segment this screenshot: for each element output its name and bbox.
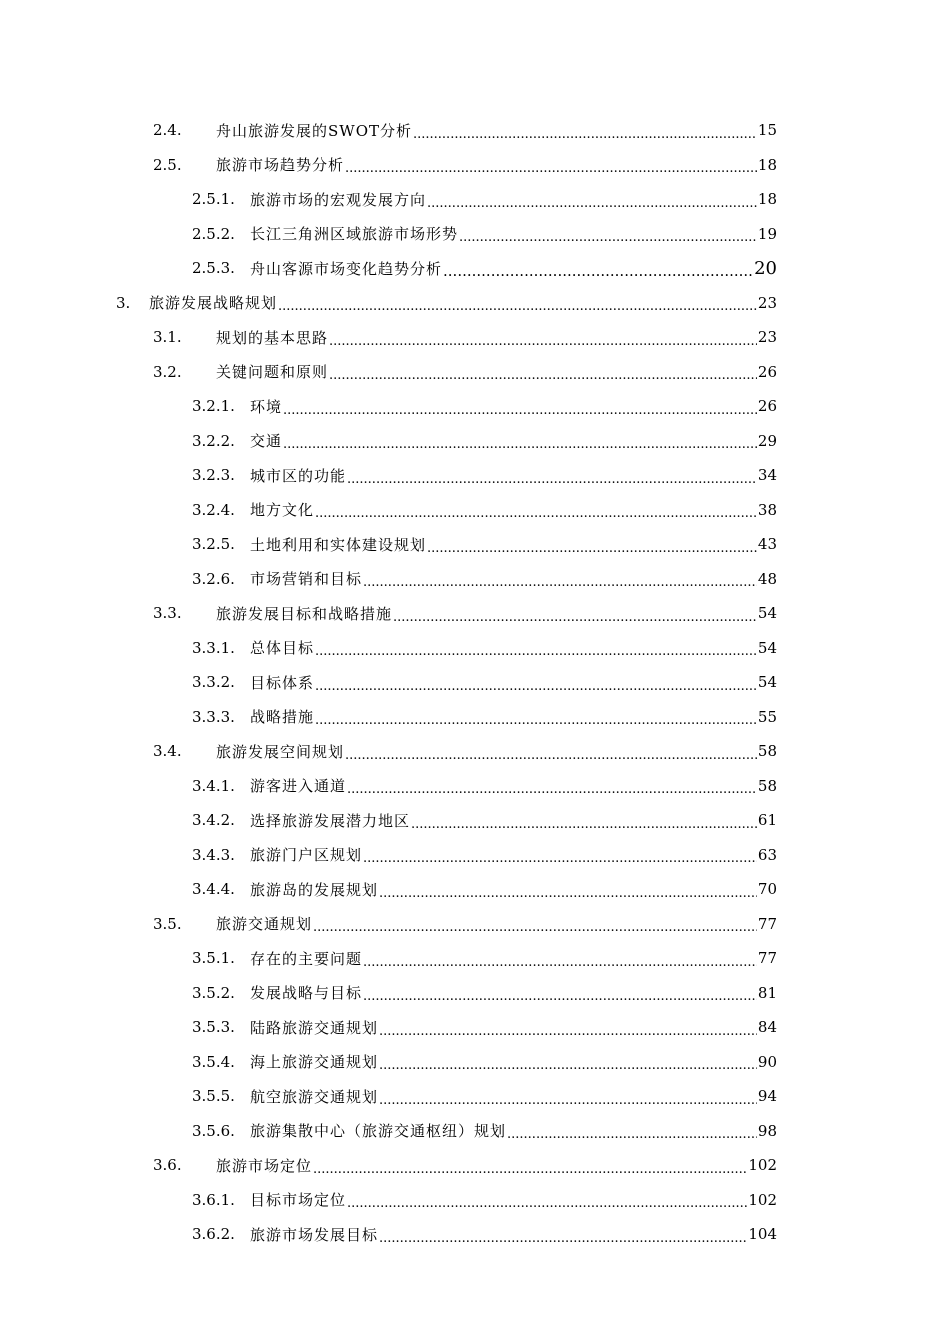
toc-dot-leader — [315, 714, 757, 734]
toc-entry-page-number: 70 — [757, 880, 777, 899]
toc-entry-number: 3. — [116, 293, 131, 312]
toc-entry[interactable] — [0, 182, 950, 217]
toc-dot-leader — [315, 680, 757, 700]
toc-entry[interactable] — [0, 389, 950, 424]
toc-entry-number: 3.6.2. — [192, 1225, 235, 1244]
toc-entry-title: 旅游发展目标和战略措施 — [216, 604, 393, 623]
toc-entry-number: 3.2.1. — [192, 397, 235, 416]
toc-dot-leader — [313, 921, 757, 941]
toc-entry-number: 3.3. — [153, 604, 182, 623]
toc-entry[interactable] — [0, 148, 950, 183]
toc-entry-title: 地方文化 — [250, 501, 315, 520]
toc-entry-number: 3.5.2. — [192, 983, 235, 1002]
toc-entry-number: 3.3.3. — [192, 707, 235, 726]
toc-entry-page-number: 34 — [757, 466, 777, 485]
toc-dot-leader — [379, 1025, 757, 1045]
toc-entry[interactable] — [0, 493, 950, 528]
toc-entry[interactable] — [0, 907, 950, 942]
toc-entry[interactable] — [0, 286, 950, 321]
toc-entry-number: 2.5.1. — [192, 190, 235, 209]
toc-entry-page-number: 48 — [757, 569, 777, 588]
table-of-contents — [0, 113, 950, 1252]
toc-entry-page-number: 81 — [757, 983, 777, 1002]
toc-entry[interactable] — [0, 734, 950, 769]
toc-entry-title: 存在的主要问题 — [250, 949, 363, 968]
toc-entry-page-number: 38 — [757, 500, 777, 519]
toc-entry[interactable] — [0, 562, 950, 597]
toc-entry[interactable] — [0, 251, 950, 286]
toc-entry-title: 旅游发展战略规划 — [149, 294, 278, 313]
toc-entry-page-number: 23 — [757, 328, 777, 347]
toc-dot-leader — [379, 887, 757, 907]
toc-entry-number: 3.5.6. — [192, 1121, 235, 1140]
toc-dot-leader — [507, 1128, 757, 1148]
toc-dot-leader — [347, 783, 757, 803]
toc-entry-title: 市场营销和目标 — [250, 570, 363, 589]
toc-entry-title: 舟山客源市场变化趋势分析 — [250, 259, 443, 278]
toc-entry[interactable] — [0, 424, 950, 459]
toc-entry-title: 旅游发展空间规划 — [216, 742, 345, 761]
toc-entry-number: 3.4. — [153, 742, 182, 761]
toc-entry-number: 2.5.2. — [192, 224, 235, 243]
toc-dot-leader — [427, 197, 757, 217]
toc-entry-title: 发展战略与目标 — [250, 984, 363, 1003]
toc-entry[interactable] — [0, 458, 950, 493]
toc-entry-title: 长江三角洲区域旅游市场形势 — [250, 225, 459, 244]
toc-entry-title: 总体目标 — [250, 639, 315, 658]
toc-entry-number: 3.4.2. — [192, 811, 235, 830]
toc-entry-number: 3.2.4. — [192, 500, 235, 519]
toc-entry-page-number: 18 — [757, 190, 777, 209]
toc-entry-page-number: 58 — [757, 776, 777, 795]
toc-entry[interactable] — [0, 631, 950, 666]
toc-entry-number: 3.5. — [153, 914, 182, 933]
toc-entry-page-number: 15 — [757, 121, 777, 140]
toc-entry-number: 3.2.6. — [192, 569, 235, 588]
toc-dot-leader — [345, 749, 757, 769]
toc-dot-leader — [283, 438, 757, 458]
toc-entry-page-number: 77 — [757, 949, 777, 968]
toc-entry-title: 游客进入通道 — [250, 777, 347, 796]
toc-entry-number: 3.1. — [153, 328, 182, 347]
toc-entry-title: 旅游集散中心（旅游交通枢纽）规划 — [250, 1122, 507, 1141]
toc-entry[interactable] — [0, 1079, 950, 1114]
toc-dot-leader — [427, 542, 757, 562]
toc-entry-page-number: 98 — [757, 1121, 777, 1140]
toc-entry-page-number: 23 — [757, 293, 777, 312]
toc-dot-leader — [283, 404, 757, 424]
toc-dot-leader — [379, 1232, 747, 1252]
toc-dot-leader — [379, 1094, 757, 1114]
toc-entry-page-number: 19 — [757, 224, 777, 243]
toc-dot-leader — [363, 956, 757, 976]
toc-entry-title: 目标体系 — [250, 673, 315, 692]
toc-entry-number: 3.4.3. — [192, 845, 235, 864]
toc-entry-number: 3.2.5. — [192, 535, 235, 554]
toc-entry-title: 旅游市场发展目标 — [250, 1225, 379, 1244]
toc-entry[interactable] — [0, 872, 950, 907]
toc-entry-page-number: 63 — [757, 845, 777, 864]
toc-dot-leader — [347, 1197, 747, 1217]
toc-entry-page-number: 84 — [757, 1018, 777, 1037]
toc-entry[interactable] — [0, 941, 950, 976]
toc-entry-number: 3.6.1. — [192, 1190, 235, 1209]
toc-entry-title: 旅游岛的发展规划 — [250, 880, 379, 899]
toc-entry[interactable] — [0, 1148, 950, 1183]
toc-entry-number: 3.2.3. — [192, 466, 235, 485]
toc-entry-title: 规划的基本思路 — [216, 328, 329, 347]
toc-entry[interactable] — [0, 1114, 950, 1149]
toc-entry[interactable] — [0, 665, 950, 700]
toc-entry-number: 2.5. — [153, 155, 182, 174]
toc-entry-title: 土地利用和实体建设规划 — [250, 535, 427, 554]
toc-entry-page-number: 54 — [757, 673, 777, 692]
toc-entry-number: 3.5.3. — [192, 1018, 235, 1037]
toc-entry-title: 目标市场定位 — [250, 1191, 347, 1210]
toc-entry-number: 3.5.4. — [192, 1052, 235, 1071]
toc-entry-title: 舟山旅游发展的SWOT分析 — [216, 121, 412, 140]
toc-entry[interactable] — [0, 217, 950, 252]
toc-entry-page-number: 104 — [748, 1225, 777, 1244]
toc-dot-leader — [411, 818, 757, 838]
toc-entry-page-number: 18 — [757, 155, 777, 174]
toc-entry-page-number: 55 — [757, 707, 777, 726]
toc-entry-number: 3.2. — [153, 362, 182, 381]
toc-entry[interactable] — [0, 803, 950, 838]
toc-entry-title: 海上旅游交通规划 — [250, 1053, 379, 1072]
toc-entry[interactable] — [0, 1010, 950, 1045]
toc-dot-leader — [315, 507, 757, 527]
toc-entry-number: 3.3.1. — [192, 638, 235, 657]
toc-entry-number: 3.5.5. — [192, 1087, 235, 1106]
toc-entry-title: 关键问题和原则 — [216, 363, 329, 382]
toc-entry-page-number: 102 — [748, 1190, 777, 1209]
toc-entry-number: 3.3.2. — [192, 673, 235, 692]
toc-entry-number: 3.5.1. — [192, 949, 235, 968]
toc-entry-page-number: 58 — [757, 742, 777, 761]
toc-entry-title: 战略措施 — [250, 708, 315, 727]
toc-dot-leader — [443, 264, 753, 286]
toc-entry-number: 3.6. — [153, 1156, 182, 1175]
toc-entry[interactable] — [0, 320, 950, 355]
toc-entry-title: 旅游门户区规划 — [250, 846, 363, 865]
toc-dot-leader — [313, 1163, 747, 1183]
toc-entry[interactable] — [0, 527, 950, 562]
toc-entry[interactable] — [0, 113, 950, 148]
toc-entry-title: 陆路旅游交通规划 — [250, 1018, 379, 1037]
toc-entry[interactable] — [0, 1217, 950, 1252]
toc-dot-leader — [379, 1059, 757, 1079]
toc-entry-page-number: 26 — [757, 362, 777, 381]
toc-entry-page-number: 26 — [757, 397, 777, 416]
toc-dot-leader — [347, 473, 757, 493]
toc-dot-leader — [363, 990, 757, 1010]
toc-entry-number: 3.4.1. — [192, 776, 235, 795]
toc-entry[interactable] — [0, 769, 950, 804]
toc-entry-page-number: 94 — [757, 1087, 777, 1106]
toc-dot-leader — [329, 335, 757, 355]
toc-entry-page-number: 54 — [757, 604, 777, 623]
toc-entry[interactable] — [0, 355, 950, 390]
toc-entry[interactable] — [0, 1183, 950, 1218]
toc-entry[interactable] — [0, 700, 950, 735]
toc-dot-leader — [363, 576, 757, 596]
toc-entry-page-number: 61 — [757, 811, 777, 830]
toc-entry[interactable] — [0, 976, 950, 1011]
toc-entry-number: 3.2.2. — [192, 431, 235, 450]
toc-entry-title: 城市区的功能 — [250, 466, 347, 485]
toc-entry-page-number: 77 — [757, 914, 777, 933]
toc-entry-page-number: 102 — [748, 1156, 777, 1175]
toc-dot-leader — [363, 852, 757, 872]
toc-dot-leader — [345, 162, 757, 182]
toc-entry-page-number: 43 — [757, 535, 777, 554]
toc-entry-page-number: 29 — [757, 431, 777, 450]
toc-entry[interactable] — [0, 1045, 950, 1080]
toc-dot-leader — [278, 300, 757, 320]
toc-entry-title: 交通 — [250, 432, 283, 451]
toc-entry[interactable] — [0, 838, 950, 873]
toc-entry-title: 旅游市场趋势分析 — [216, 156, 345, 175]
toc-entry-title: 旅游交通规划 — [216, 915, 313, 934]
toc-dot-leader — [329, 369, 757, 389]
toc-entry-title: 航空旅游交通规划 — [250, 1087, 379, 1106]
toc-entry-page-number: 54 — [757, 638, 777, 657]
toc-dot-leader — [459, 231, 757, 251]
toc-dot-leader — [413, 128, 757, 148]
toc-entry-number: 2.4. — [153, 121, 182, 140]
toc-dot-leader — [393, 611, 757, 631]
toc-entry-number: 3.4.4. — [192, 880, 235, 899]
toc-entry-title: 环境 — [250, 397, 283, 416]
toc-entry-page-number: 20 — [754, 257, 777, 279]
toc-entry-title: 旅游市场定位 — [216, 1156, 313, 1175]
toc-entry-number: 2.5.3. — [192, 259, 235, 278]
toc-entry-title: 选择旅游发展潜力地区 — [250, 811, 411, 830]
toc-entry-title: 旅游市场的宏观发展方向 — [250, 190, 427, 209]
toc-entry-page-number: 90 — [757, 1052, 777, 1071]
toc-entry[interactable] — [0, 596, 950, 631]
toc-dot-leader — [315, 645, 757, 665]
